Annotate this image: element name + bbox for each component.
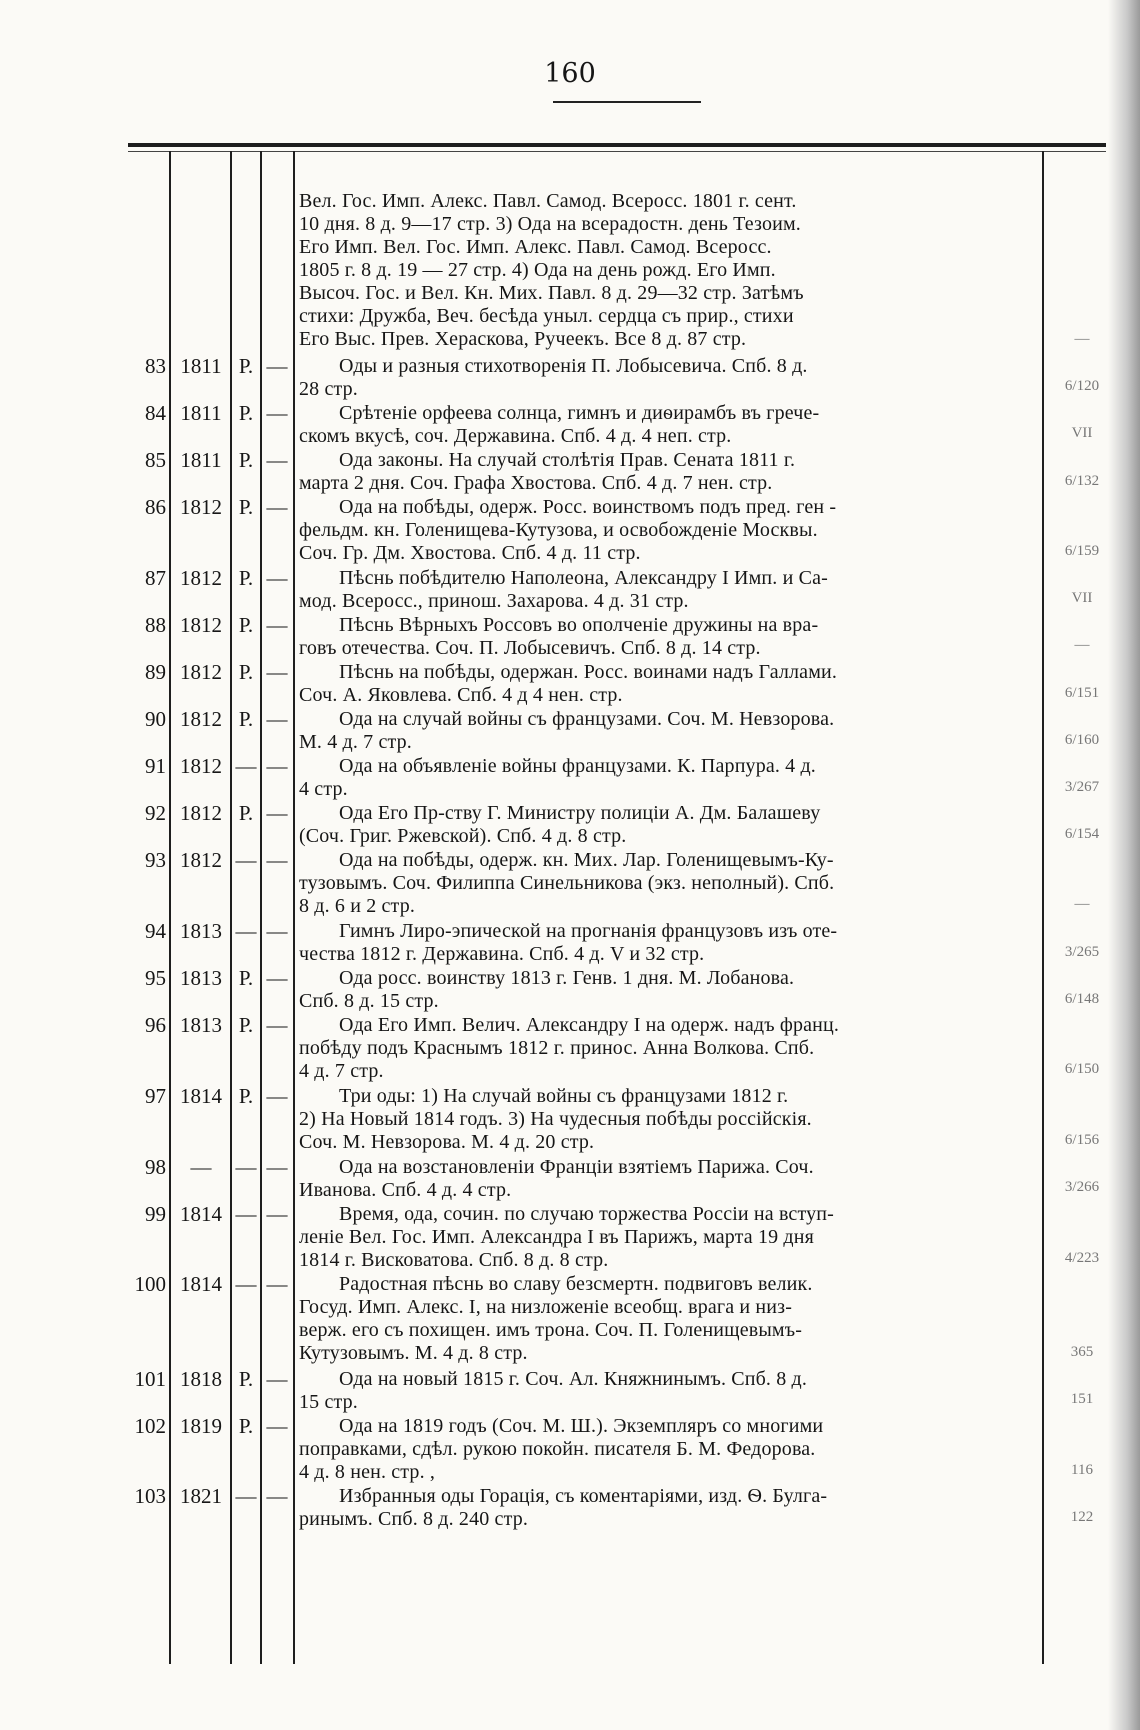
- entry-number: 96: [145, 1013, 166, 1038]
- entry-year: 1821: [180, 1484, 222, 1509]
- entry-number: 92: [145, 801, 166, 826]
- entry-line: Срѣтеніе орфеева солнца, гимнъ и диѳирамбъ въ грече-: [339, 401, 820, 424]
- entry-number: 100: [134, 1272, 166, 1297]
- entry-line: 4 д. 8 нен. стр. ,: [299, 1460, 436, 1483]
- continuation-line: 10 дня. 8 д. 9—17 стр. 3) Ода на всерадостн. день Тезоим.: [299, 213, 801, 235]
- entry-marker: —: [235, 1484, 257, 1509]
- side-note: 4/223: [1064, 1249, 1100, 1266]
- column-divider-dash-desc: [293, 151, 295, 1664]
- entry-marker: Р.: [238, 1413, 254, 1438]
- entry-marker: Р.: [238, 565, 254, 590]
- entry-line: 2) На Новый 1814 годъ. 3) На чудесныя побѣды россійскія.: [299, 1107, 812, 1130]
- entry-description: [299, 402, 1035, 448]
- entry-description: [299, 802, 1035, 848]
- entry-number: 95: [145, 966, 166, 991]
- side-note: 3/266: [1064, 1179, 1100, 1196]
- entry-marker: —: [235, 754, 257, 779]
- entry-dash: —: [266, 1366, 288, 1391]
- entry-line: Время, ода, сочин. по случаю торжества Россіи на вступ-: [339, 1202, 834, 1225]
- entry-year: 1812: [180, 848, 222, 873]
- entry-marker: —: [235, 1201, 257, 1226]
- entry-dash: —: [266, 848, 288, 873]
- entry-year: 1812: [180, 707, 222, 732]
- entry-line: Оды и разныя стихотворенія П. Лобысевича. Спб. 8 д.: [339, 354, 808, 377]
- entry-description: [299, 614, 1035, 660]
- entry-marker: —: [235, 848, 257, 873]
- continuation-line: 1805 г. 8 д. 19 — 27 стр. 4) Ода на день рожд. Его Имп.: [299, 259, 776, 281]
- entry-number: 87: [145, 565, 166, 590]
- entry-description: [299, 567, 1035, 613]
- table-top-rule-thin: [128, 151, 1106, 152]
- entry-line: Иванова. Спб. 4 д. 4 стр.: [299, 1178, 512, 1201]
- side-note: —: [1074, 896, 1090, 913]
- entry-dash: —: [266, 495, 288, 520]
- entry-line: поправками, сдѣл. рукою покойн. писателя Б. М. Федорова.: [299, 1437, 816, 1460]
- entry-line: Пѣснь на побѣды, одержан. Росс. воинами надъ Галлами.: [339, 661, 837, 683]
- entry-number: 89: [145, 660, 166, 684]
- entry-description: [299, 1156, 1035, 1202]
- entry-dash: —: [266, 1013, 288, 1038]
- entry-number: 98: [145, 1154, 166, 1179]
- entry-line: ринымъ. Спб. 8 д. 240 стр.: [299, 1508, 528, 1531]
- entry-year: 1813: [180, 966, 222, 991]
- entry-line: скомъ вкусѣ, соч. Державина. Спб. 4 д. 4 неп. стр.: [299, 424, 732, 447]
- entry-dash: —: [266, 707, 288, 732]
- entry-description: [299, 708, 1035, 754]
- entry-line: (Соч. Григ. Ржевской). Спб. 4 д. 8 стр.: [299, 825, 627, 848]
- entry-line: Три оды: 1) На случай войны съ французами 1812 г.: [339, 1084, 789, 1107]
- entry-marker: Р.: [238, 400, 254, 425]
- entry-description: [299, 1085, 1035, 1154]
- entry-marker: Р.: [238, 353, 254, 378]
- entry-line: Спб. 8 д. 15 стр.: [299, 990, 439, 1013]
- entry-line: Ода на побѣды, одерж. Росс. воинствомъ подъ пред. ген -: [339, 496, 837, 519]
- entry-year: 1811: [180, 448, 222, 473]
- entry-year: 1811: [180, 400, 222, 425]
- entry-line: Пѣснь Вѣрныхъ Россовъ во ополченіе дружины на вра-: [339, 613, 819, 636]
- entry-marker: Р.: [238, 495, 254, 520]
- page-edge-shadow: [1108, 0, 1140, 1730]
- side-note: 3/267: [1064, 778, 1100, 795]
- side-note: 6/160: [1064, 731, 1100, 748]
- entry-marker: Р.: [238, 660, 254, 684]
- continuation-line: Его Имп. Вел. Гос. Имп. Алекс. Павл. Самод. Всеросс.: [299, 236, 772, 258]
- entry-description: [299, 1014, 1035, 1083]
- entry-line: Ода на случай войны съ французами. Соч. М. Невзорова.: [339, 708, 835, 731]
- side-note: 151: [1070, 1391, 1094, 1408]
- entry-line: Пѣснь побѣдителю Наполеона, Александру I Имп. и Са-: [339, 566, 828, 589]
- column-divider-year-p: [230, 151, 232, 1664]
- entry-year: 1818: [180, 1366, 222, 1391]
- entry-line: Ода на объявленіе войны французами. К. Парпура. 4 д.: [339, 755, 816, 778]
- entry-number: 83: [145, 353, 166, 378]
- entry-dash: —: [266, 1201, 288, 1226]
- entry-description: [299, 1485, 1035, 1531]
- entry-year: 1814: [180, 1272, 222, 1297]
- side-note: —: [1074, 637, 1090, 654]
- entry-line: Ода на 1819 годъ (Соч. М. Ш.). Экземпляръ со многими: [339, 1414, 824, 1437]
- entry-line: Соч. М. Невзорова. М. 4 д. 20 стр.: [299, 1130, 595, 1153]
- entry-description: [299, 1203, 1035, 1272]
- entry-line: Кутузовымъ. М. 4 д. 8 стр.: [299, 1342, 528, 1365]
- entry-year: 1814: [180, 1083, 222, 1108]
- continuation-line: Высоч. Гос. и Вел. Кн. Мих. Павл. 8 д. 29—32 стр. Затѣмъ: [299, 282, 804, 304]
- entry-dash: —: [266, 353, 288, 378]
- side-note: VII: [1071, 425, 1093, 442]
- entry-year: 1814: [180, 1201, 222, 1226]
- entry-description: [299, 1368, 1035, 1414]
- entry-line: 4 д. 7 стр.: [299, 1060, 384, 1083]
- entry-line: Гимнъ Лиро-эпической на прогнанія французовъ изъ оте-: [339, 920, 838, 943]
- side-note: VII: [1071, 590, 1093, 607]
- entry-line: говъ отечества. Соч. П. Лобысевичъ. Спб. 8 д. 14 стр.: [299, 636, 761, 659]
- side-note: 6/159: [1064, 543, 1100, 560]
- entry-line: Ода росс. воинству 1813 г. Генв. 1 дня. М. Лобанова.: [339, 967, 795, 990]
- entry-line: мод. Всеросс., принош. Захарова. 4 д. 31 стр.: [299, 589, 689, 612]
- entry-year: 1811: [180, 353, 222, 378]
- entry-year: 1812: [180, 754, 222, 779]
- entry-dash: —: [266, 1083, 288, 1108]
- entry-line: 8 д. 6 и 2 стр.: [299, 895, 415, 918]
- entry-number: 99: [145, 1201, 166, 1226]
- entry-line: леніе Вел. Гос. Имп. Александра I въ Парижъ, марта 19 дня: [299, 1225, 814, 1248]
- continuation-line: Его Выс. Прев. Хераскова, Ручеекъ. Все 8 д. 87 стр.: [299, 328, 747, 350]
- entry-line: марта 2 дня. Соч. Графа Хвостова. Спб. 4 д. 7 нен. стр.: [299, 472, 773, 495]
- entry-dash: —: [266, 1484, 288, 1509]
- entry-line: тузовымъ. Соч. Филиппа Синельникова (экз. неполный). Спб.: [299, 872, 835, 895]
- entry-line: Ода Его Пр-ству Г. Министру полиціи А. Дм. Балашеву: [339, 802, 821, 825]
- entry-line: Ода законы. На случай столѣтія Прав. Сената 1811 г.: [339, 449, 796, 472]
- entry-line: Ода на побѣды, одерж. кн. Мих. Лар. Голенищевымъ-Ку-: [339, 849, 834, 872]
- entry-dash: —: [266, 448, 288, 473]
- continuation-line: стихи: Дружба, Веч. бесѣда уныл. сердца съ прир., стихи: [299, 305, 794, 327]
- table-top-rule: [128, 143, 1106, 147]
- entry-line: 4 стр.: [299, 778, 348, 801]
- entry-line: Госуд. Имп. Алекс. I, на низложеніе всеобщ. врага и низ-: [299, 1296, 792, 1319]
- entry-year: 1812: [180, 801, 222, 826]
- side-note: 3/265: [1064, 943, 1100, 960]
- entry-description: [299, 449, 1035, 495]
- page-number: 160: [544, 58, 596, 89]
- entry-number: 84: [145, 400, 166, 425]
- continuation-text: [299, 190, 1035, 351]
- entry-description: [299, 1415, 1035, 1484]
- entry-number: 101: [134, 1366, 166, 1391]
- entry-line: верж. его съ похищен. имъ трона. Соч. П. Голенищевымъ-: [299, 1319, 803, 1342]
- side-note: 6/151: [1064, 684, 1100, 701]
- entry-number: 102: [134, 1413, 166, 1438]
- entry-marker: Р.: [238, 1013, 254, 1038]
- entry-number: 91: [145, 754, 166, 779]
- entry-dash: —: [266, 966, 288, 991]
- entry-marker: Р.: [238, 707, 254, 732]
- entry-year: 1812: [180, 612, 222, 637]
- entry-marker: Р.: [238, 448, 254, 473]
- entry-marker: Р.: [238, 1366, 254, 1391]
- entry-description: [299, 1273, 1035, 1365]
- entry-dash: —: [266, 612, 288, 637]
- entry-marker: —: [235, 919, 257, 944]
- side-note: 6/120: [1064, 378, 1100, 395]
- entry-year: 1812: [180, 660, 222, 684]
- continuation-line: Вел. Гос. Имп. Алекс. Павл. Самод. Всеросс. 1801 г. сент.: [299, 190, 797, 212]
- entry-line: Избранныя оды Горація, съ коментаріями, изд. Ѳ. Булга-: [339, 1485, 828, 1508]
- entry-number: 97: [145, 1083, 166, 1108]
- entry-number: 85: [145, 448, 166, 473]
- entry-description: [299, 920, 1035, 966]
- column-divider-desc-side: [1042, 151, 1044, 1664]
- entry-line: Ода на возстановленіи Франціи взятіемъ Парижа. Соч.: [339, 1155, 814, 1178]
- entry-description: [299, 967, 1035, 1013]
- entry-dash: —: [266, 1272, 288, 1297]
- entry-year: 1813: [180, 919, 222, 944]
- entry-number: 103: [134, 1484, 166, 1509]
- entry-description: [299, 849, 1035, 918]
- side-note: 365: [1070, 1343, 1094, 1360]
- column-divider-num-year: [169, 151, 171, 1664]
- side-note: —: [1074, 331, 1090, 348]
- entry-description: [299, 755, 1035, 801]
- entry-line: Соч. Гр. Дм. Хвостова. Спб. 4 д. 11 стр.: [299, 542, 641, 565]
- side-note: 122: [1070, 1508, 1094, 1525]
- entry-line: 15 стр.: [299, 1390, 358, 1413]
- entry-marker: —: [235, 1154, 257, 1179]
- entry-number: 86: [145, 495, 166, 520]
- entry-year: 1819: [180, 1413, 222, 1438]
- entry-dash: —: [266, 801, 288, 826]
- entry-year: 1812: [180, 495, 222, 520]
- entry-line: чества 1812 г. Державина. Спб. 4 д. V и 32 стр.: [299, 943, 705, 966]
- entry-number: 94: [145, 919, 166, 944]
- side-note: 116: [1071, 1461, 1093, 1478]
- entry-marker: Р.: [238, 801, 254, 826]
- entry-marker: Р.: [238, 1083, 254, 1108]
- entry-number: 88: [145, 612, 166, 637]
- entry-year: 1813: [180, 1013, 222, 1038]
- entry-dash: —: [266, 1413, 288, 1438]
- entry-dash: —: [266, 1154, 288, 1179]
- entry-line: М. 4 д. 7 стр.: [299, 731, 412, 754]
- entry-line: побѣду подъ Краснымъ 1812 г. принос. Анна Волкова. Спб.: [299, 1037, 815, 1060]
- entry-marker: —: [235, 1272, 257, 1297]
- entry-marker: Р.: [238, 966, 254, 991]
- entry-dash: —: [266, 919, 288, 944]
- side-note: 6/148: [1064, 990, 1100, 1007]
- entry-line: Радостная пѣснь во славу безсмертн. подвиговъ велик.: [339, 1273, 813, 1296]
- side-note: 6/150: [1064, 1061, 1100, 1078]
- entry-line: 1814 г. Висковатова. Спб. 8 д. 8 стр.: [299, 1248, 609, 1271]
- column-divider-p-dash: [260, 151, 262, 1664]
- side-note: 6/154: [1064, 825, 1100, 842]
- page-number-rule: [553, 101, 701, 103]
- entry-line: Соч. А. Яковлева. Спб. 4 д 4 нен. стр.: [299, 684, 623, 706]
- entry-number: 90: [145, 707, 166, 732]
- entry-number: 93: [145, 848, 166, 873]
- entry-year: —: [190, 1154, 212, 1179]
- entry-dash: —: [266, 660, 288, 684]
- entry-dash: —: [266, 565, 288, 590]
- entry-line: 28 стр.: [299, 377, 358, 400]
- entry-description: [299, 496, 1035, 565]
- entry-line: Ода на новый 1815 г. Соч. Ал. Княжнинымъ. Спб. 8 д.: [339, 1367, 808, 1390]
- entry-marker: Р.: [238, 612, 254, 637]
- entry-description: [299, 355, 1035, 401]
- entry-description: [299, 661, 1035, 707]
- entry-line: фельдм. кн. Голенищева-Кутузова, и освобожденіе Москвы.: [299, 519, 818, 542]
- entry-year: 1812: [180, 565, 222, 590]
- side-note: 6/132: [1064, 472, 1100, 489]
- entry-dash: —: [266, 754, 288, 779]
- entry-dash: —: [266, 400, 288, 425]
- side-note: 6/156: [1064, 1131, 1100, 1148]
- entry-line: Ода Его Имп. Велич. Александру I на одерж. надъ франц.: [339, 1014, 840, 1037]
